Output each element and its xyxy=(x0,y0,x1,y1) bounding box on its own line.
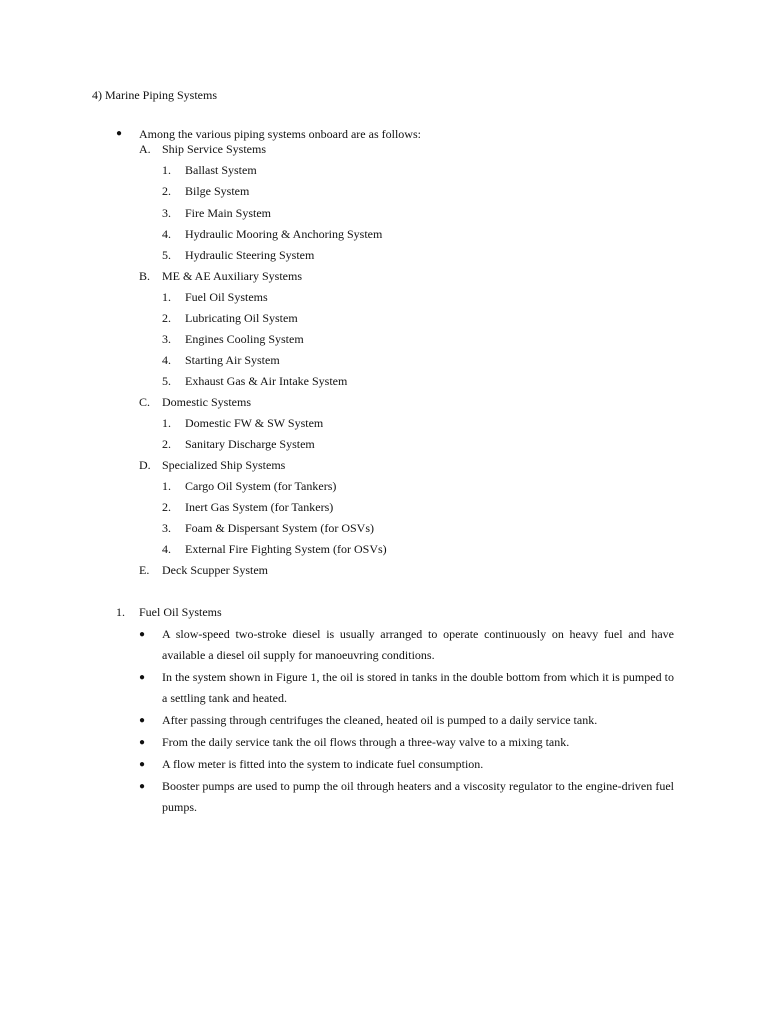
item-number: 2. xyxy=(162,500,171,514)
list-item: Fire Main System xyxy=(185,206,271,220)
item-number: 1. xyxy=(162,479,171,493)
bullet-icon: ● xyxy=(139,715,146,726)
item-number: 4. xyxy=(162,227,171,241)
paragraph-point: In the system shown in Figure 1, the oil is stored in tanks in the double bottom from which it is pumped to a settling tank and heated. xyxy=(162,670,674,705)
intro-text: Among the various piping systems onboard are as follows: xyxy=(139,127,421,141)
item-number: 4. xyxy=(162,353,171,367)
item-number: 3. xyxy=(162,332,171,346)
item-number: 1. xyxy=(162,163,171,177)
item-number: 3. xyxy=(162,521,171,535)
item-number: 4. xyxy=(162,542,171,556)
list-item: Foam & Dispersant System (for OSVs) xyxy=(185,521,374,535)
bullet-icon: ● xyxy=(139,759,146,770)
item-number: 2. xyxy=(162,184,171,198)
paragraph-point: Booster pumps are used to pump the oil through heaters and a viscosity regulator to the engine-driven fuel pumps. xyxy=(162,779,674,814)
paragraph-point: A slow-speed two-stroke diesel is usually arranged to operate continuously on heavy fuel and have available a diesel oil supply for manoeuvring conditions. xyxy=(162,627,674,662)
bullet-icon: ● xyxy=(139,672,146,683)
list-item: Sanitary Discharge System xyxy=(185,437,315,451)
item-number: 1. xyxy=(162,290,171,304)
group-title: Deck Scupper System xyxy=(162,563,268,577)
list-item: Engines Cooling System xyxy=(185,332,304,346)
group-letter: A. xyxy=(139,142,151,156)
item-number: 2. xyxy=(162,437,171,451)
group-title: Specialized Ship Systems xyxy=(162,458,286,472)
list-item: Lubricating Oil System xyxy=(185,311,298,325)
list-item: Hydraulic Mooring & Anchoring System xyxy=(185,227,383,241)
item-number: 5. xyxy=(162,374,171,388)
item-number: 1. xyxy=(162,416,171,430)
paragraph-point: A flow meter is fitted into the system to indicate fuel consumption. xyxy=(162,757,484,771)
list-item: Domestic FW & SW System xyxy=(185,416,324,430)
page-heading: 4) Marine Piping Systems xyxy=(92,88,217,102)
section-title: Fuel Oil Systems xyxy=(139,605,222,619)
group-letter: C. xyxy=(139,395,151,409)
list-item: Ballast System xyxy=(185,163,257,177)
paragraph-point: From the daily service tank the oil flows through a three-way valve to a mixing tank. xyxy=(162,735,570,749)
bullet-icon: ● xyxy=(139,737,146,748)
bullet-icon: ● xyxy=(139,629,146,640)
paragraph-point: After passing through centrifuges the cleaned, heated oil is pumped to a daily service tank. xyxy=(162,713,598,727)
list-item: Exhaust Gas & Air Intake System xyxy=(185,374,348,388)
group-title: ME & AE Auxiliary Systems xyxy=(162,269,303,283)
list-item: Fuel Oil Systems xyxy=(185,290,268,304)
bullet-icon: ● xyxy=(139,781,146,792)
bullet-icon: ● xyxy=(116,128,123,139)
group-title: Ship Service Systems xyxy=(162,142,266,156)
list-item: Starting Air System xyxy=(185,353,280,367)
list-item: Bilge System xyxy=(185,184,250,198)
list-item: Cargo Oil System (for Tankers) xyxy=(185,479,337,493)
list-item: Hydraulic Steering System xyxy=(185,248,315,262)
item-number: 5. xyxy=(162,248,171,262)
list-item: Inert Gas System (for Tankers) xyxy=(185,500,334,514)
item-number: 2. xyxy=(162,311,171,325)
item-number: 3. xyxy=(162,206,171,220)
group-letter: E. xyxy=(139,563,150,577)
group-title: Domestic Systems xyxy=(162,395,251,409)
group-letter: D. xyxy=(139,458,151,472)
group-letter: B. xyxy=(139,269,151,283)
section-number: 1. xyxy=(116,605,125,619)
list-item: External Fire Fighting System (for OSVs) xyxy=(185,542,387,556)
